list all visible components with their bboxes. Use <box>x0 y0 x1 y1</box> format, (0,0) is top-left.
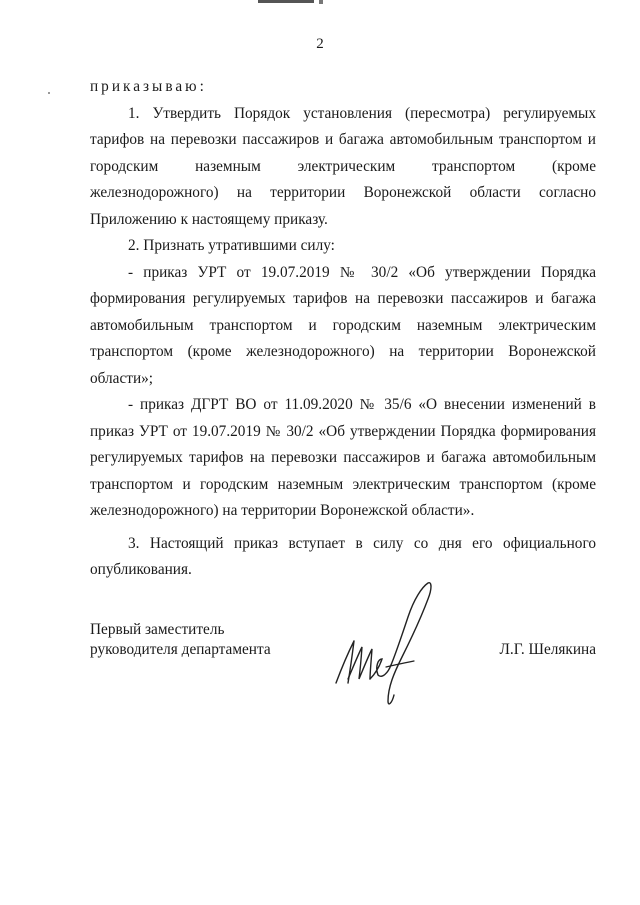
paragraph-3-effective: 3. Настоящий приказ вступает в силу со дня его официального опубликования. <box>90 534 596 578</box>
signer-name: Л.Г. Шелякина <box>499 641 596 658</box>
scan-edge-dot <box>319 0 323 4</box>
signer-title-line-1: Первый заместитель <box>90 621 225 638</box>
scan-edge-mark <box>258 0 314 3</box>
signer-title-line-2: руководителя департамента <box>90 641 271 658</box>
paragraph-1-approve: 1. Утвердить Порядок установления (пересмотра) регулируемых тарифов на перевозки пассажиров и багажа автомобильным транспортом и городским наземным электрическим транспортом (кроме железнодорожного) на территории Воронежской области согласно Приложению к настоящему приказу. <box>90 104 596 228</box>
revoke-item-2: - приказ ДГРТ ВО от 11.09.2020 № 35/6 «О внесении изменений в приказ УРТ от 19.07.2019 № 30/2 «Об утверждении Порядка формирования регулируемых тарифов на перевозки пассажиров и багажа автомобильным транспортом и городским наземным электрическим транспортом (кроме железнодорожного) на территории Воронежской области». <box>90 396 596 519</box>
signer-title <box>90 620 271 660</box>
page-number: 2 <box>316 36 324 52</box>
handwritten-signature <box>328 575 438 710</box>
signature-block <box>90 620 596 710</box>
revoke-item-1: - приказ УРТ от 19.07.2019 № 30/2 «Об утверждении Порядка формирования регулируемых тарифов на перевозки пассажиров и багажа автомобильным транспортом и городским наземным электрическим транспортом (кроме железнодорожного) на территории Воронежской области»; <box>90 263 596 387</box>
paragraph-2-revoke: 2. Признать утратившими силу: <box>128 237 335 254</box>
order-body <box>90 74 596 584</box>
order-word: приказываю: <box>90 78 207 95</box>
scan-speckle <box>48 92 50 94</box>
